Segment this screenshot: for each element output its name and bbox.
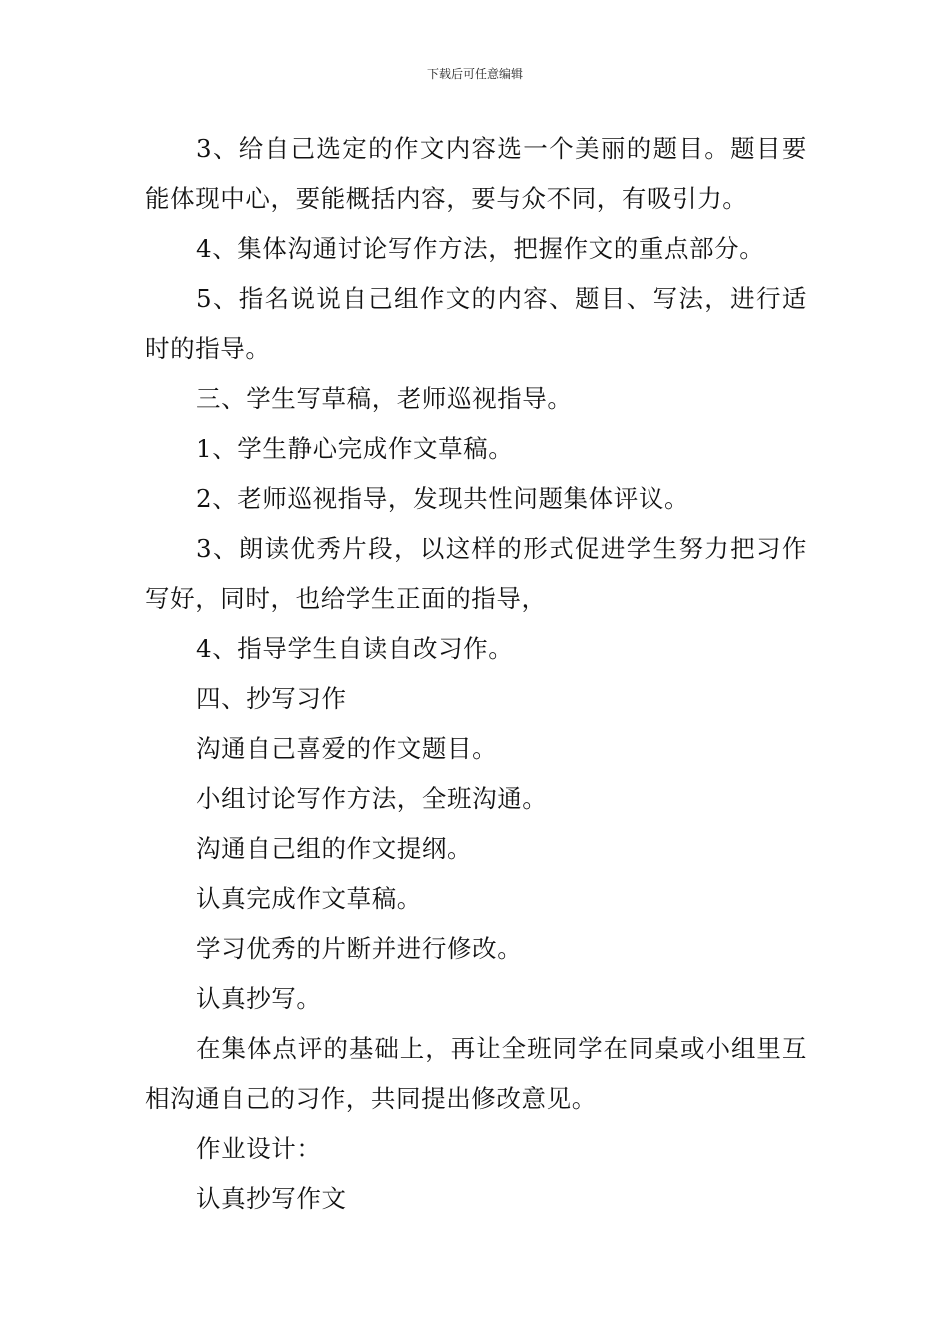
paragraph: 3、给自己选定的作文内容选一个美丽的题目。题目要能体现中心，要能概括内容，要与众不同，有吸引力。 (145, 134, 807, 213)
paragraph: 沟通自己组的作文提纲。 (196, 834, 473, 863)
paragraph: 小组讨论写作方法，全班沟通。 (196, 784, 548, 813)
document-body (145, 124, 807, 1224)
paragraph: 4、指导学生自读自改习作。 (196, 634, 514, 663)
paragraph: 认真完成作文草稿。 (196, 884, 422, 913)
section-heading: 作业设计： (196, 1134, 322, 1163)
paragraph: 沟通自己喜爱的作文题目。 (196, 734, 498, 763)
section-heading: 四、抄写习作 (196, 684, 347, 713)
paragraph: 认真抄写。 (196, 984, 322, 1013)
paragraph: 学习优秀的片断并进行修改。 (196, 934, 523, 963)
paragraph: 5、指名说说自己组作文的内容、题目、写法，进行适时的指导。 (145, 284, 807, 363)
paragraph: 1、学生静心完成作文草稿。 (196, 434, 514, 463)
paragraph: 2、老师巡视指导，发现共性问题集体评议。 (196, 484, 690, 513)
section-heading: 三、学生写草稿，老师巡视指导。 (196, 384, 573, 413)
paragraph: 在集体点评的基础上，再让全班同学在同桌或小组里互相沟通自己的习作，共同提出修改意见。 (145, 1034, 807, 1113)
page-header: 下载后可任意编辑 (426, 67, 523, 81)
paragraph: 4、集体沟通讨论写作方法，把握作文的重点部分。 (196, 234, 765, 263)
paragraph: 3、朗读优秀片段，以这样的形式促进学生努力把习作写好，同时，也给学生正面的指导， (145, 534, 807, 613)
paragraph: 认真抄写作文 (196, 1184, 347, 1213)
